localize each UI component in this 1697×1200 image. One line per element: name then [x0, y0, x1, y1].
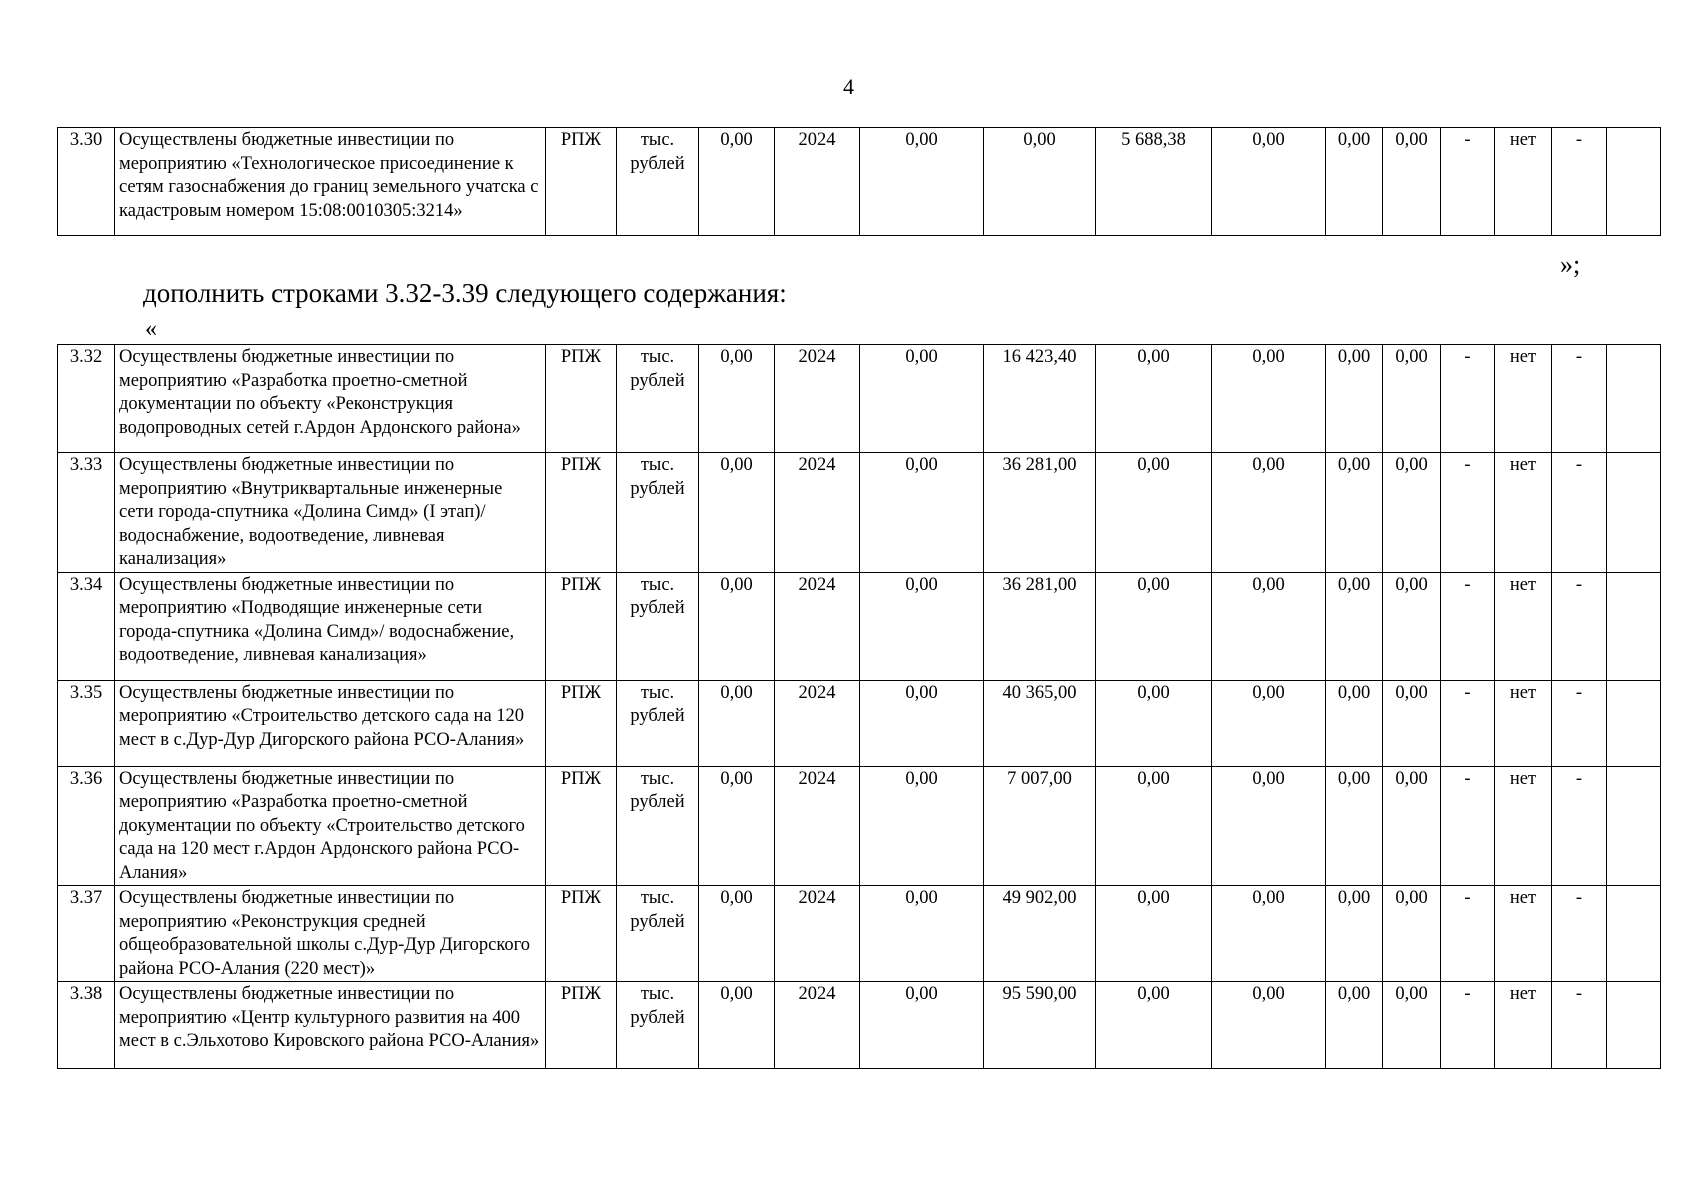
row-dash-2: - — [1552, 128, 1607, 236]
intro-text: дополнить строками 3.32-3.39 следующего содержания: — [143, 278, 787, 308]
row-year: 2024 — [775, 453, 860, 573]
row-dash-2: - — [1552, 766, 1607, 886]
row-number: 3.34 — [58, 572, 115, 680]
row-last — [1607, 572, 1661, 680]
row-unit: тыс. рублей — [617, 766, 699, 886]
row-dash-2: - — [1552, 680, 1607, 766]
row-value-3: 7 007,00 — [984, 766, 1096, 886]
row-year: 2024 — [775, 886, 860, 982]
row-org: РПЖ — [546, 453, 617, 573]
row-value-6: 0,00 — [1326, 982, 1383, 1069]
row-year: 2024 — [775, 128, 860, 236]
row-org: РПЖ — [546, 982, 617, 1069]
row-unit: тыс. рублей — [617, 982, 699, 1069]
row-flag: нет — [1495, 886, 1552, 982]
row-number: 3.36 — [58, 766, 115, 886]
row-org: РПЖ — [546, 128, 617, 236]
row-unit: тыс. рублей — [617, 572, 699, 680]
row-value-7: 0,00 — [1383, 886, 1441, 982]
row-org: РПЖ — [546, 572, 617, 680]
row-value-1: 0,00 — [699, 886, 775, 982]
row-value-4: 0,00 — [1096, 982, 1212, 1069]
row-unit: тыс. рублей — [617, 453, 699, 573]
row-dash-2: - — [1552, 886, 1607, 982]
row-number: 3.30 — [58, 128, 115, 236]
row-value-3: 40 365,00 — [984, 680, 1096, 766]
row-value-3: 36 281,00 — [984, 572, 1096, 680]
row-value-2: 0,00 — [860, 680, 984, 766]
row-description: Осуществлены бюджетные инвестиции по мероприятию «Технологическое присоединение к сетям газоснабжения до границ земельного учатска с кадастровым номером 15:08:0010305:3214» — [115, 128, 546, 236]
row-last — [1607, 345, 1661, 453]
row-dash-2: - — [1552, 345, 1607, 453]
table-row — [58, 680, 1661, 766]
row-value-5: 0,00 — [1212, 766, 1326, 886]
row-flag: нет — [1495, 453, 1552, 573]
row-value-1: 0,00 — [699, 345, 775, 453]
row-last — [1607, 128, 1661, 236]
row-value-7: 0,00 — [1383, 680, 1441, 766]
table-row — [58, 453, 1661, 573]
row-value-6: 0,00 — [1326, 572, 1383, 680]
row-value-5: 0,00 — [1212, 680, 1326, 766]
row-last — [1607, 453, 1661, 573]
row-value-7: 0,00 — [1383, 453, 1441, 573]
row-year: 2024 — [775, 345, 860, 453]
row-value-7: 0,00 — [1383, 345, 1441, 453]
row-value-7: 0,00 — [1383, 766, 1441, 886]
row-value-4: 0,00 — [1096, 345, 1212, 453]
table-row — [58, 572, 1661, 680]
row-description: Осуществлены бюджетные инвестиции по мероприятию «Разработка проетно-сметной документации по объекту «Реконструкция водопроводных сетей г.Ардон Ардонского района» — [115, 345, 546, 453]
row-description: Осуществлены бюджетные инвестиции по мероприятию «Реконструкция средней общеобразовательной школы с.Дур-Дур Дигорского района РСО-Алания (220 мест)» — [115, 886, 546, 982]
row-value-1: 0,00 — [699, 453, 775, 573]
row-value-7: 0,00 — [1383, 982, 1441, 1069]
row-number: 3.37 — [58, 886, 115, 982]
row-description: Осуществлены бюджетные инвестиции по мероприятию «Внутриквартальные инженерные сети города-спутника «Долина Симд» (I этап)/водоснабжение, водоотведение, ливневая канализация» — [115, 453, 546, 573]
row-value-4: 5 688,38 — [1096, 128, 1212, 236]
page-number: 4 — [843, 74, 854, 99]
table-row — [58, 128, 1661, 236]
row-value-4: 0,00 — [1096, 886, 1212, 982]
row-number: 3.38 — [58, 982, 115, 1069]
row-value-3: 95 590,00 — [984, 982, 1096, 1069]
row-value-5: 0,00 — [1212, 345, 1326, 453]
row-flag: нет — [1495, 766, 1552, 886]
row-value-1: 0,00 — [699, 128, 775, 236]
row-number: 3.33 — [58, 453, 115, 573]
row-flag: нет — [1495, 572, 1552, 680]
row-value-4: 0,00 — [1096, 680, 1212, 766]
row-value-4: 0,00 — [1096, 572, 1212, 680]
row-dash-1: - — [1441, 982, 1495, 1069]
opening-quote: « — [145, 316, 157, 342]
row-number: 3.32 — [58, 345, 115, 453]
row-year: 2024 — [775, 680, 860, 766]
row-value-2: 0,00 — [860, 982, 984, 1069]
row-flag: нет — [1495, 128, 1552, 236]
row-org: РПЖ — [546, 766, 617, 886]
row-org: РПЖ — [546, 886, 617, 982]
row-value-5: 0,00 — [1212, 982, 1326, 1069]
row-year: 2024 — [775, 982, 860, 1069]
row-year: 2024 — [775, 766, 860, 886]
row-last — [1607, 886, 1661, 982]
row-number: 3.35 — [58, 680, 115, 766]
row-unit: тыс. рублей — [617, 345, 699, 453]
table-row — [58, 982, 1661, 1069]
row-description: Осуществлены бюджетные инвестиции по мероприятию «Центр культурного развития на 400 мест в с.Эльхотово Кировского района РСО-Алания» — [115, 982, 546, 1069]
row-description: Осуществлены бюджетные инвестиции по мероприятию «Строительство детского сада на 120 мест в с.Дур-Дур Дигорского района РСО-Алания» — [115, 680, 546, 766]
row-value-1: 0,00 — [699, 766, 775, 886]
row-flag: нет — [1495, 680, 1552, 766]
table-row — [58, 345, 1661, 453]
row-last — [1607, 766, 1661, 886]
row-value-2: 0,00 — [860, 766, 984, 886]
row-value-7: 0,00 — [1383, 128, 1441, 236]
row-value-2: 0,00 — [860, 128, 984, 236]
row-dash-1: - — [1441, 453, 1495, 573]
row-value-5: 0,00 — [1212, 886, 1326, 982]
row-value-5: 0,00 — [1212, 453, 1326, 573]
row-unit: тыс. рублей — [617, 680, 699, 766]
row-unit: тыс. рублей — [617, 128, 699, 236]
row-value-6: 0,00 — [1326, 766, 1383, 886]
row-value-5: 0,00 — [1212, 128, 1326, 236]
row-value-3: 0,00 — [984, 128, 1096, 236]
row-flag: нет — [1495, 345, 1552, 453]
row-dash-2: - — [1552, 453, 1607, 573]
row-value-3: 16 423,40 — [984, 345, 1096, 453]
row-value-6: 0,00 — [1326, 345, 1383, 453]
row-dash-1: - — [1441, 572, 1495, 680]
row-value-2: 0,00 — [860, 572, 984, 680]
table-row — [58, 886, 1661, 982]
row-value-2: 0,00 — [860, 453, 984, 573]
row-value-3: 49 902,00 — [984, 886, 1096, 982]
row-unit: тыс. рублей — [617, 886, 699, 982]
row-dash-1: - — [1441, 766, 1495, 886]
row-description: Осуществлены бюджетные инвестиции по мероприятию «Подводящие инженерные сети города-спутника «Долина Симд»/ водоснабжение, водоотведение, ливневая канализация» — [115, 572, 546, 680]
row-value-4: 0,00 — [1096, 453, 1212, 573]
row-dash-1: - — [1441, 128, 1495, 236]
row-dash-1: - — [1441, 886, 1495, 982]
row-org: РПЖ — [546, 345, 617, 453]
row-value-2: 0,00 — [860, 345, 984, 453]
row-value-2: 0,00 — [860, 886, 984, 982]
row-dash-1: - — [1441, 680, 1495, 766]
row-value-1: 0,00 — [699, 680, 775, 766]
row-value-5: 0,00 — [1212, 572, 1326, 680]
row-dash-2: - — [1552, 572, 1607, 680]
row-value-6: 0,00 — [1326, 453, 1383, 573]
row-year: 2024 — [775, 572, 860, 680]
table-rows-3-32-3-38 — [57, 344, 1661, 1069]
row-value-6: 0,00 — [1326, 128, 1383, 236]
row-value-1: 0,00 — [699, 982, 775, 1069]
row-description: Осуществлены бюджетные инвестиции по мероприятию «Разработка проетно-сметной документации по объекту «Строительство детского сада на 120 мест г.Ардон Ардонского района РСО-Алания» — [115, 766, 546, 886]
row-flag: нет — [1495, 982, 1552, 1069]
closing-quote: »; — [1560, 250, 1581, 279]
row-value-6: 0,00 — [1326, 886, 1383, 982]
row-value-1: 0,00 — [699, 572, 775, 680]
row-value-4: 0,00 — [1096, 766, 1212, 886]
row-dash-1: - — [1441, 345, 1495, 453]
row-last — [1607, 680, 1661, 766]
table-row — [58, 766, 1661, 886]
row-last — [1607, 982, 1661, 1069]
row-dash-2: - — [1552, 982, 1607, 1069]
table-row-3-30 — [57, 127, 1661, 236]
row-org: РПЖ — [546, 680, 617, 766]
row-value-3: 36 281,00 — [984, 453, 1096, 573]
row-value-6: 0,00 — [1326, 680, 1383, 766]
row-value-7: 0,00 — [1383, 572, 1441, 680]
